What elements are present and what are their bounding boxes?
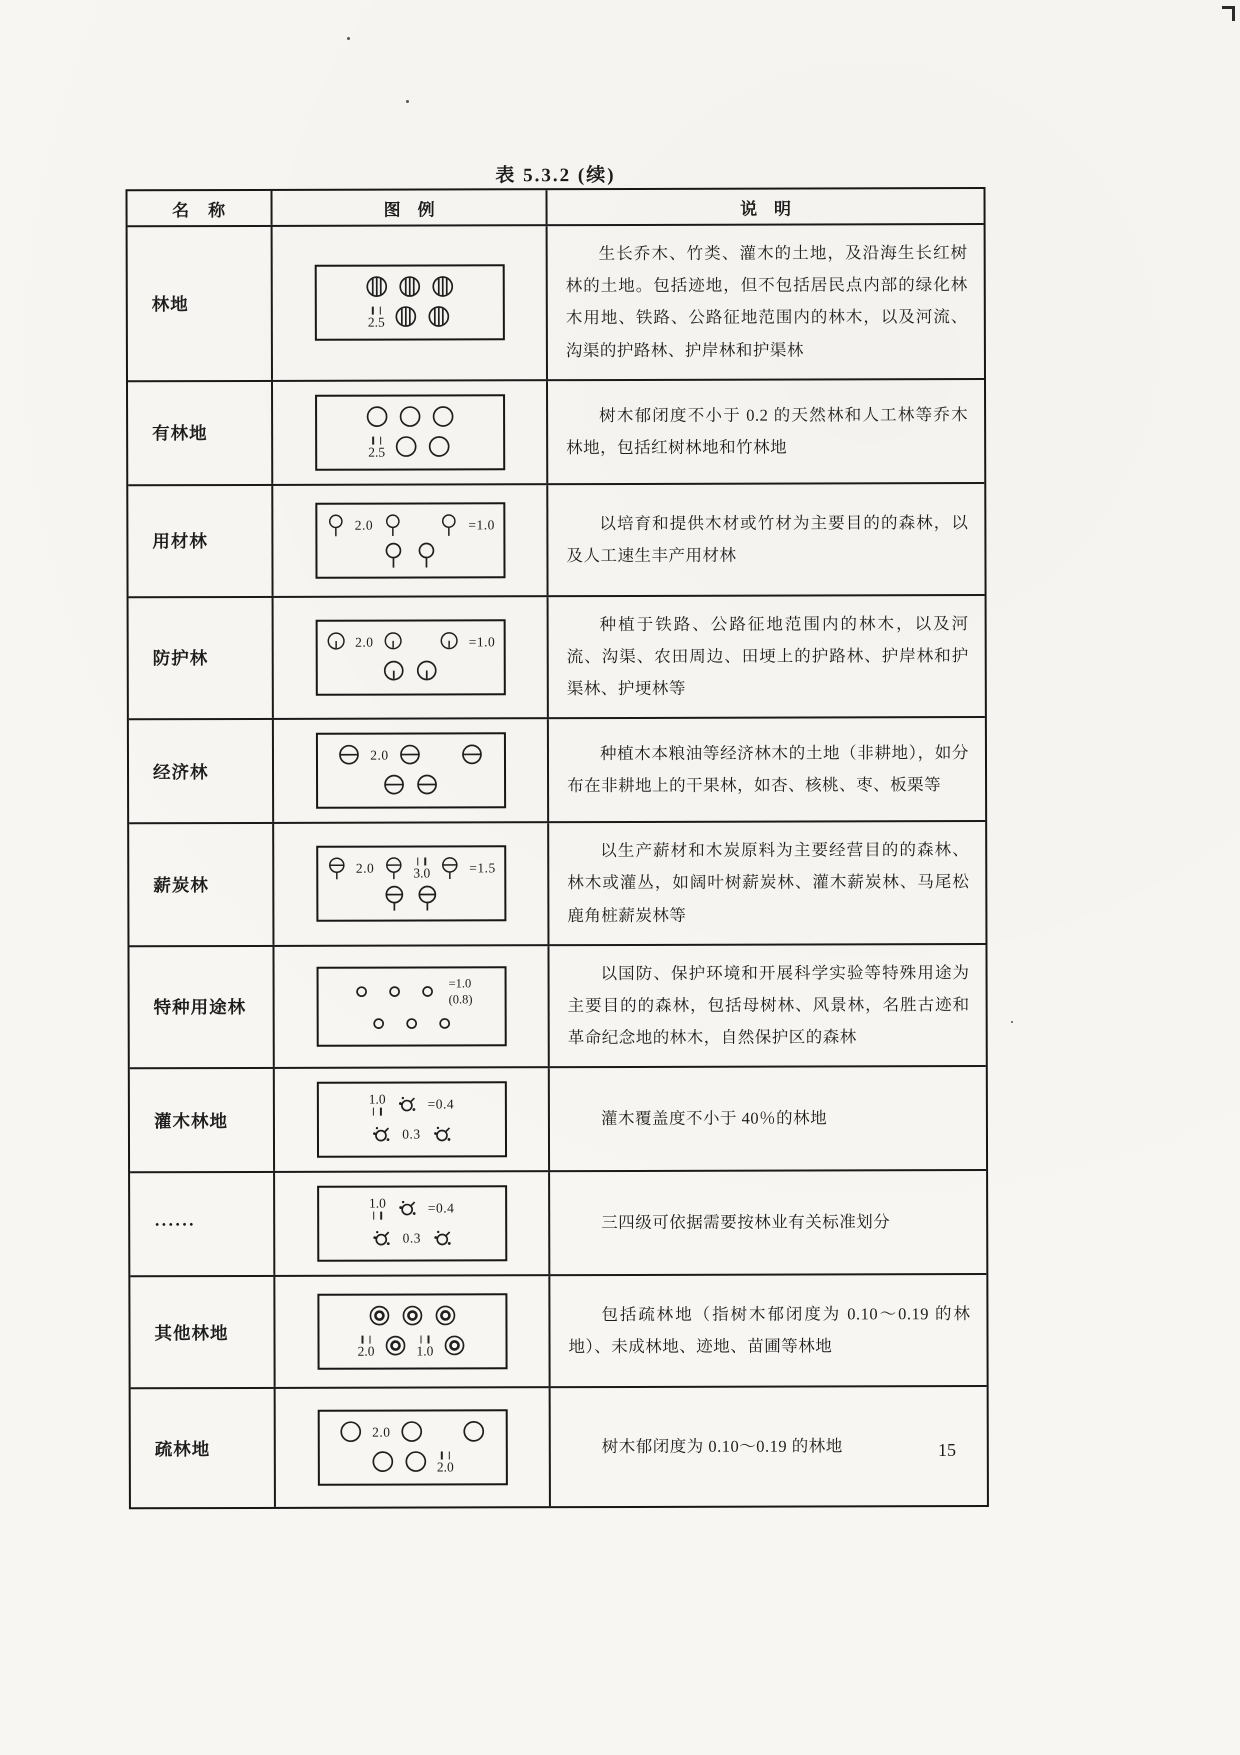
row-name: 疏林地	[131, 1389, 276, 1507]
header-desc: 说 明	[740, 199, 792, 219]
legend-box	[315, 502, 505, 578]
circle-cross-icon	[439, 855, 460, 883]
table-row	[130, 1169, 986, 1275]
circle-icon	[427, 433, 451, 461]
row-description: 树木郁闭度为 0.10～0.19 的林地	[601, 1436, 843, 1457]
scan-artifact	[347, 37, 350, 40]
shrub-icon	[430, 1225, 454, 1253]
shrub-icon	[370, 1225, 394, 1253]
small-circle-icon	[383, 978, 407, 1006]
double-circle-icon	[400, 1303, 424, 1331]
circle-hbar-icon	[337, 742, 361, 770]
legend-box	[316, 1082, 506, 1158]
legend-dimension: 2.0	[358, 1335, 375, 1359]
legend-dimension: 1.0	[416, 1335, 433, 1359]
circle-icon	[371, 1449, 395, 1477]
header-name: 名 称	[127, 191, 272, 225]
small-circle-icon	[399, 1010, 423, 1038]
legend-dimension: 2.5	[368, 435, 385, 459]
circle-vlines-icon	[364, 274, 388, 302]
table-row	[128, 482, 984, 596]
legend-box	[317, 1294, 507, 1370]
table-row	[129, 943, 985, 1068]
row-name: 用材林	[128, 486, 273, 596]
circle-tick-icon	[382, 659, 406, 687]
table-row	[129, 594, 985, 719]
circle-hbar-icon	[460, 742, 484, 770]
circle-tick-icon	[415, 658, 439, 686]
legend-label: 2.0	[354, 517, 374, 533]
circle-vlines-icon	[430, 274, 454, 302]
circle-icon	[399, 1419, 423, 1447]
row-description: 生长乔木、竹类、灌木的土地，及沿海生长红树林的土地。包括迹地，但不包括居民点内部的绿化林木用地、铁路、公路征地范围内的林木，以及河流、沟渠的护路林、护岸林和护渠林	[565, 243, 968, 360]
legend-label: =1.0	[468, 517, 495, 533]
row-description: 种植木本粮油等经济林木的土地（非耕地），如分布在非耕地上的干果林，如杏、核桃、枣、板栗等	[567, 743, 969, 796]
row-name: ······	[130, 1173, 275, 1275]
legend-label: 0.3	[402, 1126, 421, 1142]
legend-cell	[274, 719, 549, 822]
legend-label: 2.0	[355, 634, 374, 650]
legend-cell	[275, 1276, 550, 1387]
legend-label: 2.0	[372, 1424, 391, 1440]
double-circle-icon	[367, 1303, 391, 1331]
shrub-icon	[430, 1121, 454, 1149]
row-description: 以生产薪材和木炭原料为主要经营目的的森林、林木或灌丛，如阔叶树薪炭林、灌木薪炭林、马尾松鹿角桩薪炭林等	[567, 840, 970, 925]
row-description: 以培育和提供木材或竹材为主要目的的森林，以及人工速生丰产用材林	[566, 512, 969, 565]
legend-cell	[274, 597, 549, 718]
legend-box	[317, 1410, 507, 1486]
legend-label: =0.4	[427, 1096, 455, 1112]
legend-dimension: 1.0	[369, 1093, 386, 1117]
circle-vlines-icon	[427, 304, 451, 332]
table-title: 表 5.3.2 (续)	[495, 165, 616, 187]
legend-dimension: 1.0	[369, 1197, 386, 1221]
legend-box	[315, 733, 505, 809]
legend-dimension: 3.0	[413, 857, 430, 881]
scan-artifact	[1222, 6, 1235, 21]
legend-label: =1.5	[469, 860, 496, 876]
row-description: 包括疏林地（指树木郁闭度为 0.10～0.19 的林地）、未成林地、迹地、苗圃等林地	[568, 1304, 971, 1357]
header-legend: 图 例	[272, 190, 547, 225]
legend-label: =0.4	[427, 1200, 455, 1216]
small-circle-icon	[350, 978, 374, 1006]
circle-icon	[398, 403, 422, 431]
double-circle-icon	[383, 1333, 407, 1361]
circle-hbar-icon	[415, 772, 439, 800]
legend-label: =1.0	[468, 634, 496, 650]
tree-icon	[381, 541, 405, 569]
legend-dimension: 2.5	[368, 306, 385, 330]
legend-label: 0.3	[402, 1230, 421, 1246]
small-circle-icon	[416, 977, 440, 1005]
row-name: 有林地	[128, 382, 273, 484]
table-row	[128, 378, 984, 484]
legend-cell	[273, 381, 548, 484]
row-name: 其他林地	[130, 1277, 275, 1387]
table-row	[128, 223, 984, 380]
tree-icon	[382, 511, 403, 539]
table-row	[129, 716, 985, 822]
legend-cell	[276, 1388, 551, 1507]
legend-cell	[273, 485, 548, 596]
page-number: 15	[938, 1440, 956, 1460]
legend-cell	[274, 946, 549, 1067]
scan-artifact	[406, 100, 409, 103]
row-description: 三四级可依据需要按林业有关标准划分	[601, 1212, 891, 1233]
circle-hbar-icon	[382, 772, 406, 800]
circle-icon	[339, 1419, 363, 1447]
table-header-row	[127, 189, 983, 225]
circle-hbar-icon	[398, 742, 422, 770]
row-description: 以国防、保护环境和开展科学实验等特殊用途为主要目的的森林，包括母树林、风景林，名胜古迹和革命纪念地的林木，自然保护区的森林	[567, 962, 970, 1048]
tree-icon	[438, 511, 459, 539]
table-row	[130, 1273, 986, 1387]
row-description: 树木郁闭度不小于 0.2 的天然林和人工林等乔木林地，包括红树林地和竹林地	[566, 404, 969, 457]
legend-label: =1.0 (0.8)	[448, 976, 473, 1007]
legend-box	[316, 846, 506, 922]
table-row	[131, 1385, 987, 1507]
row-name: 薪炭林	[129, 824, 274, 945]
scan-artifact	[1011, 1021, 1013, 1023]
circle-icon	[404, 1449, 428, 1477]
legend-box	[316, 966, 506, 1047]
table-row	[130, 1065, 986, 1171]
row-name: 特种用途林	[129, 947, 274, 1068]
tree-icon	[414, 541, 438, 569]
legend-cell	[274, 823, 549, 944]
double-circle-icon	[442, 1333, 466, 1361]
circle-tick-icon	[439, 628, 460, 656]
legend-label: 2.0	[355, 861, 375, 877]
row-name: 灌木林地	[130, 1069, 275, 1171]
circle-cross-icon	[326, 855, 347, 883]
legend-cell	[273, 226, 548, 379]
shrub-icon	[395, 1195, 419, 1223]
small-circle-icon	[366, 1010, 390, 1038]
circle-cross-icon	[382, 885, 406, 913]
row-name: 防护林	[129, 598, 274, 719]
small-circle-icon	[432, 1010, 456, 1038]
circle-cross-icon	[383, 855, 404, 883]
row-name: 林地	[128, 227, 273, 380]
tree-icon	[325, 511, 346, 539]
row-description: 种植于铁路、公路征地范围内的林木，以及河流、沟渠、农田周边、田埂上的护路林、护岸林和护渠林、护埂林等	[566, 613, 969, 699]
circle-icon	[394, 433, 418, 461]
shrub-icon	[395, 1091, 419, 1119]
circle-icon	[461, 1419, 485, 1447]
row-name: 经济林	[129, 720, 274, 822]
double-circle-icon	[433, 1303, 457, 1331]
legend-dimension: 2.0	[437, 1451, 454, 1475]
legend-label: 2.0	[370, 747, 389, 763]
legend-box	[317, 1186, 507, 1262]
legend-box	[314, 265, 504, 341]
legend-box	[315, 394, 505, 470]
shrub-icon	[369, 1121, 393, 1149]
legend-cell	[275, 1172, 550, 1275]
circle-icon	[431, 403, 455, 431]
circle-vlines-icon	[394, 304, 418, 332]
legend-cell	[275, 1068, 550, 1171]
legend-box	[315, 619, 505, 695]
circle-icon	[365, 403, 389, 431]
circle-tick-icon	[382, 629, 403, 657]
symbols-table	[125, 187, 988, 1509]
circle-tick-icon	[325, 629, 346, 657]
circle-cross-icon	[415, 885, 439, 913]
table-row	[129, 820, 985, 945]
row-description: 灌木覆盖度不小于 40％的林地	[600, 1108, 828, 1129]
circle-vlines-icon	[397, 274, 421, 302]
